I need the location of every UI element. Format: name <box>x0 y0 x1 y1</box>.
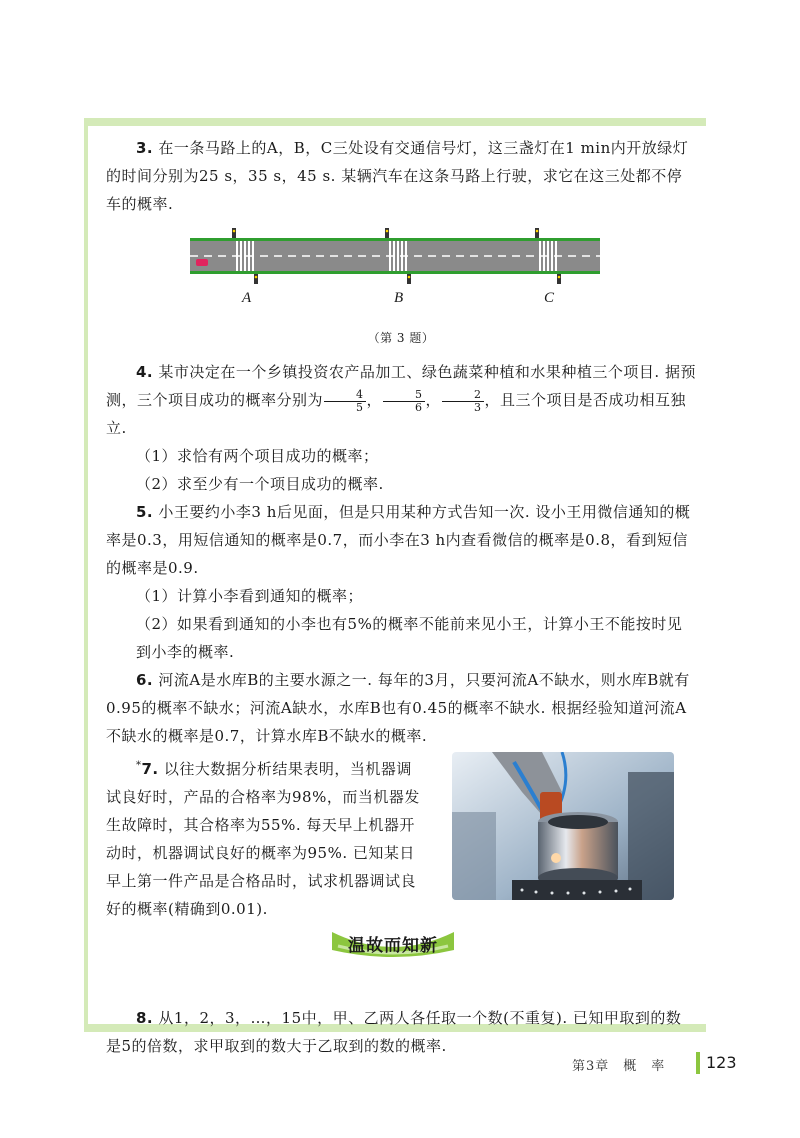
question-4-part-1: （1）求恰有两个项目成功的概率； <box>136 447 379 465</box>
fraction <box>324 389 366 414</box>
section-banner <box>106 928 696 978</box>
question-8 <box>106 1004 696 1060</box>
footer-accent-bar <box>696 1052 700 1074</box>
question-3 <box>106 134 696 218</box>
question-number: 5. <box>136 503 154 521</box>
question-text: 某市决定在一个乡镇投资农产品加工、绿色蔬菜种植和水果种植三个项目. 据预测，三个项目成功的概率分别为 <box>106 363 696 409</box>
road-illustration <box>190 226 600 288</box>
fraction-numerator: 4 <box>324 389 366 402</box>
question-7 <box>106 752 424 923</box>
question-5-part-2: （2）如果看到通知的小李也有5%的概率不能前来见小王，计算小王不能按时见到小李的概率. <box>136 615 683 661</box>
question-5 <box>106 498 696 582</box>
question-text: 以往大数据分析结果表明，当机器调试良好时，产品的合格率为98%，而当机器发生故障时，其合格率为55%. 每天早上机器开动时，机器调试良好的概率为95%. 已知某日早上第一件产品是合格品时，试求机器调试良好的概率(精确到0.01). <box>106 760 420 918</box>
question-text: 小王要约小李3 h后见面，但是只用某种方式告知一次. 设小王用微信通知的概率是0.3，用短信通知的概率是0.7，而小李在3 h内查看微信的概率是0.8，看到短信的概率是0.9. <box>106 503 691 577</box>
fraction <box>383 389 425 414</box>
figure-caption: （第 3 题） <box>367 331 435 345</box>
fraction-denominator: 3 <box>474 400 482 414</box>
question-text: 河流A是水库B的主要水源之一. 每年的3月，只要河流A不缺水，则水库B就有0.95的概率不缺水；河流A缺水，水库B也有0.45的概率不缺水. 根据经验知道河流A不缺水的概率是0.7，计算水库B不缺水的概率. <box>106 671 690 745</box>
question-5-part-1: （1）计算小李看到通知的概率； <box>136 587 364 605</box>
question-text: 从1，2，3，…，15中，甲、乙两人各任取一个数(不重复). 已知甲取到的数是5的倍数，求甲取到的数大于乙取到的数的概率. <box>106 1009 682 1055</box>
question-number: 4. <box>136 363 154 381</box>
page-number: 123 <box>706 1053 737 1072</box>
question-4-part-2: （2）求至少有一个项目成功的概率. <box>136 475 384 493</box>
question-text: 在一条马路上的A，B，C三处设有交通信号灯，这三盏灯在1 min内开放绿灯的时间分别为25 s，35 s，45 s. 某辆汽车在这条马路上行驶，求它在这三处都不停车的概率. <box>106 139 689 213</box>
question-7-block <box>106 752 696 918</box>
page-frame-top <box>84 118 706 126</box>
question-text-continued: ，且三个项目是否成功相互独立. <box>106 391 687 437</box>
question-number: 3. <box>136 139 154 157</box>
chapter-title: 第3章 概 率 <box>572 1059 666 1074</box>
fraction-numerator: 5 <box>383 389 425 402</box>
page-frame-left <box>84 118 88 1032</box>
question-number: 7. <box>141 760 159 778</box>
exercise-content <box>106 134 696 1060</box>
question-number: 8. <box>136 1009 154 1027</box>
fraction-denominator: 5 <box>356 400 364 414</box>
road-label-b: B <box>394 290 404 306</box>
fraction-denominator: 6 <box>415 400 423 414</box>
road-label-c: C <box>544 290 555 306</box>
banner-title: 温故而知新 <box>348 936 438 956</box>
road-figure <box>106 226 696 326</box>
question-6 <box>106 666 696 750</box>
question-4: 4. 某市决定在一个乡镇投资农产品加工、绿色蔬菜种植和水果种植三个项目. 据预测，三个项目成功的概率分别为 $\frac{4}{5}$ ， $\frac{5}{6}$ ， $\frac{2}{3}$ ，且三个项目是否成功相互独立. <box>106 363 696 437</box>
optional-star-mark: * <box>136 760 142 771</box>
question-number: 6. <box>136 671 154 689</box>
fraction-numerator: 2 <box>442 389 484 402</box>
laser-welding-machine-photo <box>452 752 674 900</box>
fraction <box>442 389 484 414</box>
road-label-a: A <box>242 290 252 306</box>
